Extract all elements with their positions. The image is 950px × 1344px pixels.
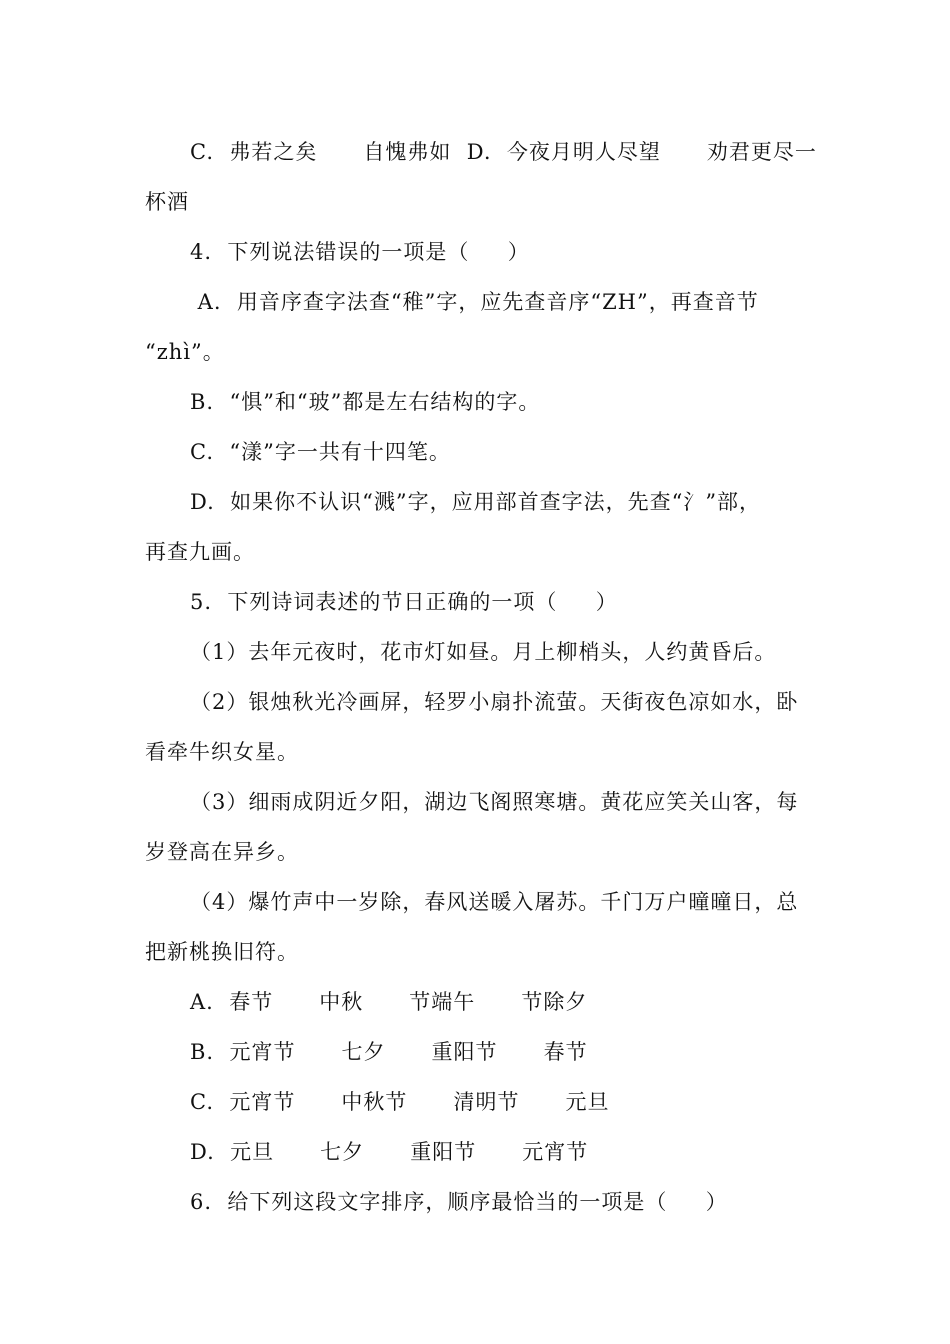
question-4-option-d: D. 如果你不认识“溅”字，应用部首查字法，先查“氵”部， bbox=[190, 490, 762, 514]
question-4-option-c: C. “漾”字一共有十四笔。 bbox=[190, 440, 451, 464]
poem-3-cont: 岁登高在异乡。 bbox=[145, 840, 299, 864]
poem-1: （1）去年元夜时，花市灯如昼。月上柳梢头，人约黄昏后。 bbox=[190, 640, 777, 664]
question-4-stem: 4. 下列说法错误的一项是（ ） bbox=[190, 240, 530, 264]
question-4-option-a: A. 用音序查字法查“稚”字，应先查音序“ZH”，再查音节 bbox=[190, 290, 759, 314]
question-4-option-d-cont: 再查九画。 bbox=[145, 540, 255, 564]
poem-3: （3）细雨成阴近夕阳，湖边飞阁照寒塘。黄花应笑关山客，每 bbox=[190, 790, 799, 814]
question-5-stem: 5. 下列诗词表述的节日正确的一项（ ） bbox=[190, 590, 618, 614]
question-5-option-c: C. 元宵节 中秋节 清明节 元旦 bbox=[190, 1090, 610, 1114]
poem-2-cont: 看牵牛织女星。 bbox=[145, 740, 299, 764]
poem-4-cont: 把新桃换旧符。 bbox=[145, 940, 299, 964]
poem-4: （4）爆竹声中一岁除，春风送暖入屠苏。千门万户曈曈日，总 bbox=[190, 890, 799, 914]
question-5-option-a: A. 春节 中秋 节端午 节除夕 bbox=[190, 990, 588, 1014]
poem-2: （2）银烛秋光冷画屏，轻罗小扇扑流萤。天街夜色凉如水，卧 bbox=[190, 690, 799, 714]
question-6-stem: 6. 给下列这段文字排序，顺序最恰当的一项是（ ） bbox=[190, 1190, 728, 1214]
option-line-c-prev-cont: 杯酒 bbox=[145, 190, 189, 214]
question-5-option-d: D. 元旦 七夕 重阳节 元宵节 bbox=[190, 1140, 589, 1164]
question-4-option-a-cont: “zhì”。 bbox=[145, 340, 225, 364]
option-line-c-prev: C. 弗若之矣 自愧弗如 D. 今夜月明人尽望 劝君更尽一 bbox=[190, 140, 817, 164]
question-5-option-b: B. 元宵节 七夕 重阳节 春节 bbox=[190, 1040, 588, 1064]
question-4-option-b: B. “惧”和“玻”都是左右结构的字。 bbox=[190, 390, 541, 414]
